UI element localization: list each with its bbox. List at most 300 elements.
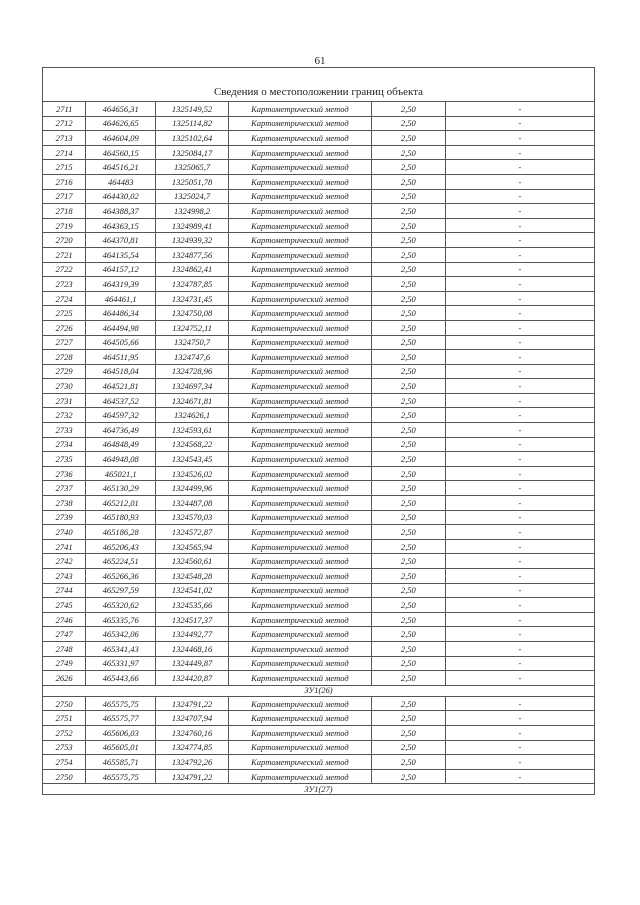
table-row <box>43 204 595 219</box>
description-cell: - <box>445 725 594 740</box>
method-cell: Картометрический метод <box>229 364 372 379</box>
description-cell: - <box>445 740 594 755</box>
point-number-cell: 2714 <box>43 145 86 160</box>
method-cell: Картометрический метод <box>229 569 372 584</box>
accuracy-cell: 2,50 <box>371 393 445 408</box>
accuracy-cell: 2,50 <box>371 277 445 292</box>
method-cell: Картометрический метод <box>229 233 372 248</box>
point-number-cell: 2749 <box>43 656 86 671</box>
description-cell: - <box>445 320 594 335</box>
x-coordinate-cell: 464363,15 <box>86 218 156 233</box>
point-number-cell: 2729 <box>43 364 86 379</box>
description-cell: - <box>445 423 594 438</box>
y-coordinate-cell: 1324998,2 <box>156 204 229 219</box>
method-cell: Картометрический метод <box>229 145 372 160</box>
table-row <box>43 696 595 711</box>
point-number-cell: 2754 <box>43 755 86 770</box>
table-row <box>43 145 595 160</box>
table-title-row <box>43 68 595 102</box>
table-row <box>43 598 595 613</box>
description-cell: - <box>445 583 594 598</box>
y-coordinate-cell: 1324468,16 <box>156 641 229 656</box>
y-coordinate-cell: 1324492,77 <box>156 627 229 642</box>
y-coordinate-cell: 1324565,94 <box>156 539 229 554</box>
table-row <box>43 539 595 554</box>
x-coordinate-cell: 465606,03 <box>86 725 156 740</box>
accuracy-cell: 2,50 <box>371 116 445 131</box>
description-cell: - <box>445 350 594 365</box>
point-number-cell: 2735 <box>43 452 86 467</box>
description-cell: - <box>445 656 594 671</box>
x-coordinate-cell: 465320,62 <box>86 598 156 613</box>
point-number-cell: 2746 <box>43 612 86 627</box>
accuracy-cell: 2,50 <box>371 598 445 613</box>
method-cell: Картометрический метод <box>229 350 372 365</box>
accuracy-cell: 2,50 <box>371 408 445 423</box>
point-number-cell: 2743 <box>43 569 86 584</box>
y-coordinate-cell: 1324560,61 <box>156 554 229 569</box>
y-coordinate-cell: 1324939,32 <box>156 233 229 248</box>
description-cell: - <box>445 671 594 686</box>
table-row <box>43 656 595 671</box>
method-cell: Картометрический метод <box>229 598 372 613</box>
description-cell: - <box>445 218 594 233</box>
method-cell: Картометрический метод <box>229 131 372 146</box>
x-coordinate-cell: 464430,02 <box>86 189 156 204</box>
x-coordinate-cell: 465186,28 <box>86 525 156 540</box>
table-row <box>43 102 595 117</box>
table-row <box>43 320 595 335</box>
point-number-cell: 2713 <box>43 131 86 146</box>
point-number-cell: 2719 <box>43 218 86 233</box>
point-number-cell: 2726 <box>43 320 86 335</box>
accuracy-cell: 2,50 <box>371 583 445 598</box>
y-coordinate-cell: 1325102,64 <box>156 131 229 146</box>
table-row <box>43 116 595 131</box>
x-coordinate-cell: 464388,37 <box>86 204 156 219</box>
accuracy-cell: 2,50 <box>371 291 445 306</box>
y-coordinate-cell: 1324548,28 <box>156 569 229 584</box>
y-coordinate-cell: 1324787,85 <box>156 277 229 292</box>
y-coordinate-cell: 1324731,45 <box>156 291 229 306</box>
point-number-cell: 2748 <box>43 641 86 656</box>
table-row <box>43 306 595 321</box>
x-coordinate-cell: 465341,43 <box>86 641 156 656</box>
x-coordinate-cell: 464135,54 <box>86 247 156 262</box>
accuracy-cell: 2,50 <box>371 102 445 117</box>
y-coordinate-cell: 1324728,96 <box>156 364 229 379</box>
description-cell: - <box>445 335 594 350</box>
y-coordinate-cell: 1324750,08 <box>156 306 229 321</box>
x-coordinate-cell: 464516,21 <box>86 160 156 175</box>
y-coordinate-cell: 1324750,7 <box>156 335 229 350</box>
method-cell: Картометрический метод <box>229 671 372 686</box>
x-coordinate-cell: 465212,01 <box>86 496 156 511</box>
x-coordinate-cell: 464848,49 <box>86 437 156 452</box>
description-cell: - <box>445 277 594 292</box>
x-coordinate-cell: 465575,75 <box>86 696 156 711</box>
x-coordinate-cell: 464518,04 <box>86 364 156 379</box>
accuracy-cell: 2,50 <box>371 335 445 350</box>
table-row <box>43 262 595 277</box>
point-number-cell: 2745 <box>43 598 86 613</box>
accuracy-cell: 2,50 <box>371 320 445 335</box>
y-coordinate-cell: 1324877,56 <box>156 247 229 262</box>
accuracy-cell: 2,50 <box>371 569 445 584</box>
point-number-cell: 2730 <box>43 379 86 394</box>
y-coordinate-cell: 1324543,45 <box>156 452 229 467</box>
method-cell: Картометрический метод <box>229 174 372 189</box>
x-coordinate-cell: 464626,65 <box>86 116 156 131</box>
y-coordinate-cell: 1324752,11 <box>156 320 229 335</box>
description-cell: - <box>445 160 594 175</box>
table-row <box>43 525 595 540</box>
point-number-cell: 2750 <box>43 769 86 784</box>
method-cell: Картометрический метод <box>229 711 372 726</box>
x-coordinate-cell: 464511,95 <box>86 350 156 365</box>
y-coordinate-cell: 1324499,96 <box>156 481 229 496</box>
x-coordinate-cell: 465206,43 <box>86 539 156 554</box>
method-cell: Картометрический метод <box>229 627 372 642</box>
y-coordinate-cell: 1324862,41 <box>156 262 229 277</box>
table-row <box>43 725 595 740</box>
x-coordinate-cell: 464319,39 <box>86 277 156 292</box>
accuracy-cell: 2,50 <box>371 204 445 219</box>
description-cell: - <box>445 452 594 467</box>
y-coordinate-cell: 1324791,22 <box>156 696 229 711</box>
x-coordinate-cell: 464597,32 <box>86 408 156 423</box>
method-cell: Картометрический метод <box>229 160 372 175</box>
point-number-cell: 2720 <box>43 233 86 248</box>
method-cell: Картометрический метод <box>229 423 372 438</box>
accuracy-cell: 2,50 <box>371 696 445 711</box>
page-number: 61 <box>314 55 326 67</box>
method-cell: Картометрический метод <box>229 755 372 770</box>
method-cell: Картометрический метод <box>229 379 372 394</box>
accuracy-cell: 2,50 <box>371 379 445 394</box>
description-cell: - <box>445 174 594 189</box>
accuracy-cell: 2,50 <box>371 306 445 321</box>
x-coordinate-cell: 465021,1 <box>86 466 156 481</box>
method-cell: Картометрический метод <box>229 116 372 131</box>
table-row <box>43 189 595 204</box>
x-coordinate-cell: 464494,98 <box>86 320 156 335</box>
table-row <box>43 247 595 262</box>
description-cell: - <box>445 696 594 711</box>
method-cell: Картометрический метод <box>229 189 372 204</box>
y-coordinate-cell: 1324791,22 <box>156 769 229 784</box>
x-coordinate-cell: 464560,15 <box>86 145 156 160</box>
table-row <box>43 423 595 438</box>
y-coordinate-cell: 1324593,61 <box>156 423 229 438</box>
point-number-cell: 2728 <box>43 350 86 365</box>
table-row <box>43 233 595 248</box>
description-cell: - <box>445 262 594 277</box>
point-number-cell: 2744 <box>43 583 86 598</box>
description-cell: - <box>445 437 594 452</box>
description-cell: - <box>445 102 594 117</box>
y-coordinate-cell: 1324774,85 <box>156 740 229 755</box>
y-coordinate-cell: 1325024,7 <box>156 189 229 204</box>
table-row <box>43 583 595 598</box>
y-coordinate-cell: 1324568,22 <box>156 437 229 452</box>
accuracy-cell: 2,50 <box>371 189 445 204</box>
description-cell: - <box>445 247 594 262</box>
point-number-cell: 2724 <box>43 291 86 306</box>
point-number-cell: 2717 <box>43 189 86 204</box>
point-number-cell: 2733 <box>43 423 86 438</box>
description-cell: - <box>445 711 594 726</box>
point-number-cell: 2712 <box>43 116 86 131</box>
accuracy-cell: 2,50 <box>371 423 445 438</box>
point-number-cell: 2711 <box>43 102 86 117</box>
method-cell: Картометрический метод <box>229 481 372 496</box>
method-cell: Картометрический метод <box>229 696 372 711</box>
description-cell: - <box>445 539 594 554</box>
accuracy-cell: 2,50 <box>371 350 445 365</box>
y-coordinate-cell: 1324535,66 <box>156 598 229 613</box>
point-number-cell: 2626 <box>43 671 86 686</box>
section-label: ЗУ1(27) <box>43 784 595 795</box>
description-cell: - <box>445 233 594 248</box>
accuracy-cell: 2,50 <box>371 364 445 379</box>
description-cell: - <box>445 481 594 496</box>
y-coordinate-cell: 1324671,81 <box>156 393 229 408</box>
x-coordinate-cell: 464948,08 <box>86 452 156 467</box>
table-row <box>43 627 595 642</box>
accuracy-cell: 2,50 <box>371 525 445 540</box>
point-number-cell: 2731 <box>43 393 86 408</box>
accuracy-cell: 2,50 <box>371 755 445 770</box>
description-cell: - <box>445 554 594 569</box>
description-cell: - <box>445 408 594 423</box>
accuracy-cell: 2,50 <box>371 711 445 726</box>
method-cell: Картометрический метод <box>229 496 372 511</box>
table-row <box>43 335 595 350</box>
accuracy-cell: 2,50 <box>371 218 445 233</box>
point-number-cell: 2737 <box>43 481 86 496</box>
description-cell: - <box>445 204 594 219</box>
table-row <box>43 612 595 627</box>
description-cell: - <box>445 525 594 540</box>
point-number-cell: 2721 <box>43 247 86 262</box>
accuracy-cell: 2,50 <box>371 160 445 175</box>
point-number-cell: 2750 <box>43 696 86 711</box>
table-row <box>43 131 595 146</box>
point-number-cell: 2722 <box>43 262 86 277</box>
method-cell: Картометрический метод <box>229 769 372 784</box>
method-cell: Картометрический метод <box>229 335 372 350</box>
x-coordinate-cell: 465575,75 <box>86 769 156 784</box>
description-cell: - <box>445 291 594 306</box>
y-coordinate-cell: 1324541,02 <box>156 583 229 598</box>
y-coordinate-cell: 1325149,52 <box>156 102 229 117</box>
accuracy-cell: 2,50 <box>371 145 445 160</box>
point-number-cell: 2739 <box>43 510 86 525</box>
table-row <box>43 393 595 408</box>
y-coordinate-cell: 1324792,26 <box>156 755 229 770</box>
description-cell: - <box>445 306 594 321</box>
method-cell: Картометрический метод <box>229 393 372 408</box>
point-number-cell: 2734 <box>43 437 86 452</box>
table-row <box>43 379 595 394</box>
section-row <box>43 685 595 696</box>
y-coordinate-cell: 1324707,94 <box>156 711 229 726</box>
point-number-cell: 2715 <box>43 160 86 175</box>
x-coordinate-cell: 464157,12 <box>86 262 156 277</box>
point-number-cell: 2753 <box>43 740 86 755</box>
x-coordinate-cell: 465331,97 <box>86 656 156 671</box>
y-coordinate-cell: 1324449,87 <box>156 656 229 671</box>
method-cell: Картометрический метод <box>229 656 372 671</box>
table-row <box>43 711 595 726</box>
y-coordinate-cell: 1324420,87 <box>156 671 229 686</box>
accuracy-cell: 2,50 <box>371 481 445 496</box>
table-row <box>43 466 595 481</box>
table-row <box>43 740 595 755</box>
point-number-cell: 2718 <box>43 204 86 219</box>
x-coordinate-cell: 464656,31 <box>86 102 156 117</box>
x-coordinate-cell: 465575,77 <box>86 711 156 726</box>
description-cell: - <box>445 131 594 146</box>
y-coordinate-cell: 1325114,82 <box>156 116 229 131</box>
table-row <box>43 452 595 467</box>
table-row <box>43 277 595 292</box>
x-coordinate-cell: 465605,01 <box>86 740 156 755</box>
accuracy-cell: 2,50 <box>371 437 445 452</box>
method-cell: Картометрический метод <box>229 539 372 554</box>
x-coordinate-cell: 465180,93 <box>86 510 156 525</box>
x-coordinate-cell: 464537,52 <box>86 393 156 408</box>
method-cell: Картометрический метод <box>229 554 372 569</box>
table-row <box>43 755 595 770</box>
method-cell: Картометрический метод <box>229 320 372 335</box>
accuracy-cell: 2,50 <box>371 554 445 569</box>
x-coordinate-cell: 464370,81 <box>86 233 156 248</box>
description-cell: - <box>445 116 594 131</box>
table-row <box>43 160 595 175</box>
table-row <box>43 408 595 423</box>
point-number-cell: 2725 <box>43 306 86 321</box>
x-coordinate-cell: 465130,29 <box>86 481 156 496</box>
y-coordinate-cell: 1325084,17 <box>156 145 229 160</box>
method-cell: Картометрический метод <box>229 102 372 117</box>
table-row <box>43 437 595 452</box>
method-cell: Картометрический метод <box>229 408 372 423</box>
accuracy-cell: 2,50 <box>371 656 445 671</box>
accuracy-cell: 2,50 <box>371 262 445 277</box>
y-coordinate-cell: 1324989,41 <box>156 218 229 233</box>
x-coordinate-cell: 464483 <box>86 174 156 189</box>
x-coordinate-cell: 465585,71 <box>86 755 156 770</box>
description-cell: - <box>445 569 594 584</box>
x-coordinate-cell: 464736,49 <box>86 423 156 438</box>
accuracy-cell: 2,50 <box>371 641 445 656</box>
method-cell: Картометрический метод <box>229 725 372 740</box>
description-cell: - <box>445 755 594 770</box>
description-cell: - <box>445 364 594 379</box>
accuracy-cell: 2,50 <box>371 539 445 554</box>
method-cell: Картометрический метод <box>229 437 372 452</box>
x-coordinate-cell: 465335,76 <box>86 612 156 627</box>
point-number-cell: 2738 <box>43 496 86 511</box>
x-coordinate-cell: 465224,51 <box>86 554 156 569</box>
y-coordinate-cell: 1324697,34 <box>156 379 229 394</box>
accuracy-cell: 2,50 <box>371 740 445 755</box>
method-cell: Картометрический метод <box>229 262 372 277</box>
x-coordinate-cell: 465443,66 <box>86 671 156 686</box>
y-coordinate-cell: 1325065,7 <box>156 160 229 175</box>
description-cell: - <box>445 496 594 511</box>
table-row <box>43 350 595 365</box>
y-coordinate-cell: 1324626,1 <box>156 408 229 423</box>
description-cell: - <box>445 145 594 160</box>
point-number-cell: 2742 <box>43 554 86 569</box>
accuracy-cell: 2,50 <box>371 174 445 189</box>
table-row <box>43 174 595 189</box>
table-row <box>43 496 595 511</box>
x-coordinate-cell: 465297,59 <box>86 583 156 598</box>
accuracy-cell: 2,50 <box>371 466 445 481</box>
section-row <box>43 784 595 795</box>
accuracy-cell: 2,50 <box>371 247 445 262</box>
description-cell: - <box>445 393 594 408</box>
x-coordinate-cell: 465266,36 <box>86 569 156 584</box>
method-cell: Картометрический метод <box>229 291 372 306</box>
point-number-cell: 2752 <box>43 725 86 740</box>
y-coordinate-cell: 1324517,37 <box>156 612 229 627</box>
table-row <box>43 641 595 656</box>
accuracy-cell: 2,50 <box>371 452 445 467</box>
description-cell: - <box>445 641 594 656</box>
y-coordinate-cell: 1324572,87 <box>156 525 229 540</box>
method-cell: Картометрический метод <box>229 204 372 219</box>
accuracy-cell: 2,50 <box>371 725 445 740</box>
table-row <box>43 671 595 686</box>
accuracy-cell: 2,50 <box>371 612 445 627</box>
x-coordinate-cell: 464604,09 <box>86 131 156 146</box>
description-cell: - <box>445 466 594 481</box>
y-coordinate-cell: 1324747,6 <box>156 350 229 365</box>
point-number-cell: 2736 <box>43 466 86 481</box>
point-number-cell: 2723 <box>43 277 86 292</box>
method-cell: Картометрический метод <box>229 466 372 481</box>
point-number-cell: 2751 <box>43 711 86 726</box>
method-cell: Картометрический метод <box>229 277 372 292</box>
x-coordinate-cell: 464486,34 <box>86 306 156 321</box>
y-coordinate-cell: 1324570,03 <box>156 510 229 525</box>
accuracy-cell: 2,50 <box>371 131 445 146</box>
method-cell: Картометрический метод <box>229 510 372 525</box>
table-row <box>43 481 595 496</box>
x-coordinate-cell: 465342,06 <box>86 627 156 642</box>
boundary-coordinates-table <box>42 67 595 795</box>
description-cell: - <box>445 510 594 525</box>
method-cell: Картометрический метод <box>229 641 372 656</box>
table-row <box>43 364 595 379</box>
method-cell: Картометрический метод <box>229 218 372 233</box>
table-row <box>43 569 595 584</box>
accuracy-cell: 2,50 <box>371 510 445 525</box>
point-number-cell: 2732 <box>43 408 86 423</box>
accuracy-cell: 2,50 <box>371 233 445 248</box>
point-number-cell: 2727 <box>43 335 86 350</box>
x-coordinate-cell: 464521,81 <box>86 379 156 394</box>
table-row <box>43 554 595 569</box>
y-coordinate-cell: 1325051,78 <box>156 174 229 189</box>
point-number-cell: 2747 <box>43 627 86 642</box>
method-cell: Картометрический метод <box>229 525 372 540</box>
